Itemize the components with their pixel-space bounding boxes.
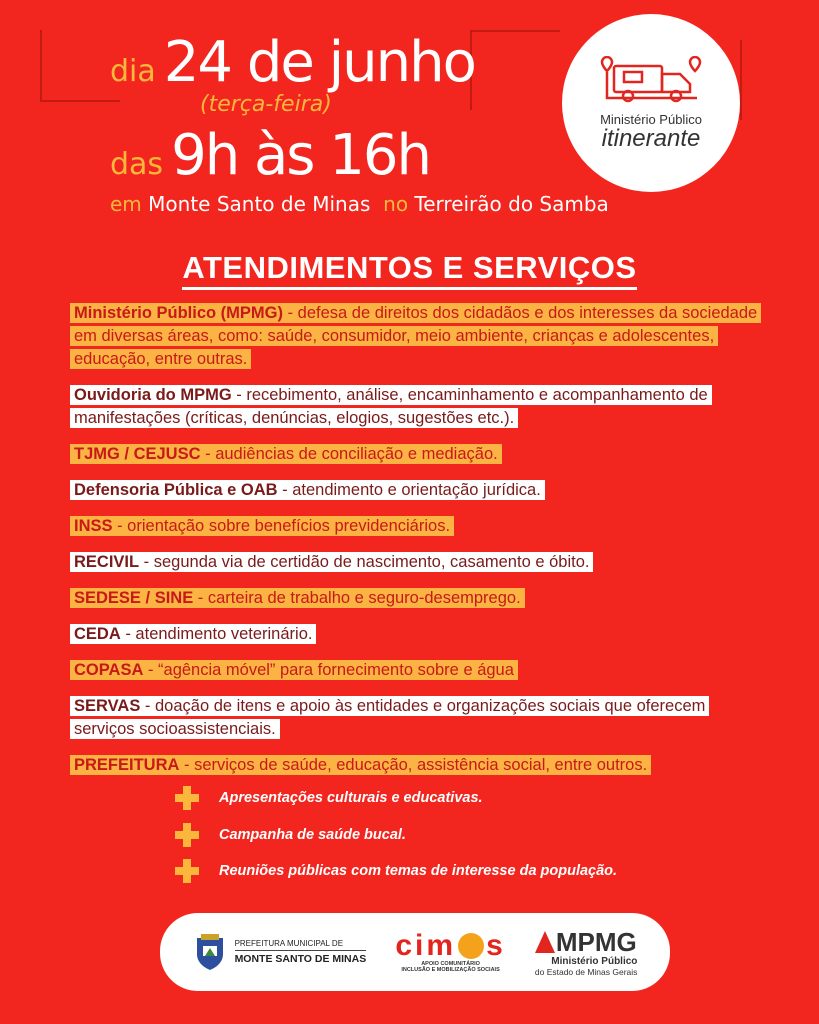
cimos-wordmark (395, 931, 505, 961)
mpmg-logo (535, 928, 638, 977)
service-item (70, 587, 760, 610)
plus-icon (175, 823, 199, 847)
extra-item (175, 780, 617, 816)
service-desc: - segunda via de certidão de nascimento, casamento e óbito. (139, 553, 590, 571)
services-list (70, 302, 760, 790)
mpmg-sub2: do Estado de Minas Gerais (534, 966, 638, 977)
service-desc: - defesa de direitos dos cidadãos e dos interesses da sociedade em diversas áreas, como: saúde, consumidor, meio ambiente, crianças e adolescentes, educação, entre outras. (74, 304, 758, 368)
frame-line (740, 40, 742, 120)
service-desc: - serviços de saúde, educação, assistência social, entre outros. (179, 756, 648, 774)
service-name: INSS (74, 517, 113, 535)
service-item (70, 623, 760, 646)
municipal-crest-icon (193, 932, 227, 972)
cimos-m: m (426, 929, 457, 962)
extra-text: Campanha de saúde bucal. (219, 826, 406, 843)
service-desc: - atendimento veterinário. (120, 625, 313, 643)
service-name: SEDESE / SINE (74, 589, 194, 607)
service-desc: - carteira de trabalho e seguro-desemprego. (193, 589, 521, 607)
event-date: 24 de junho (163, 30, 475, 95)
service-name: Ouvidoria do MPMG (74, 386, 232, 404)
badge-subtitle: itinerante (601, 124, 701, 152)
service-name: PREFEITURA (74, 756, 180, 774)
mpmg-triangle-icon (535, 931, 555, 953)
das-label: das (110, 147, 164, 182)
sponsor-logos-bar (160, 913, 670, 991)
section-title (0, 250, 819, 286)
prefeitura-top: PREFEITURA MUNICIPAL DE (235, 939, 367, 951)
mpmg-text: MPMG (555, 926, 637, 957)
frame-line (40, 100, 120, 102)
badge-title: Ministério Público (600, 111, 702, 127)
event-date-block (110, 30, 475, 188)
prefeitura-name: MONTE SANTO DE MINAS (234, 953, 367, 965)
section-title-text: ATENDIMENTOS E SERVIÇOS (182, 250, 636, 290)
service-item (70, 302, 760, 371)
service-item (70, 515, 760, 538)
event-city: Monte Santo de Minas (148, 192, 371, 216)
frame-line (40, 30, 42, 100)
mobile-office-truck-icon (596, 56, 706, 108)
em-label: em (110, 192, 142, 216)
extra-item (175, 817, 617, 853)
sun-icon (458, 933, 484, 959)
no-label: no (383, 192, 409, 216)
service-desc: - “agência móvel” para fornecimento sobre e água (143, 661, 514, 679)
extra-text: Apresentações culturais e educativas. (219, 790, 483, 806)
frame-line (470, 30, 560, 32)
dia-label: dia (110, 54, 156, 89)
cimos-s: s (486, 929, 506, 962)
event-weekday: (terça-feira) (200, 92, 332, 117)
service-name: Ministério Público (MPMG) (74, 304, 283, 322)
cimos-sub1: APOIO COMUNITÁRIO (421, 961, 480, 967)
service-item (70, 659, 760, 682)
mpmg-sub1: Ministério Público (551, 955, 638, 967)
cimos-sub2: INCLUSÃO E MOBILIZAÇÃO SOCIAIS (401, 967, 500, 973)
cimos-logo (395, 931, 505, 973)
service-item (70, 754, 760, 777)
service-desc: - atendimento e orientação jurídica. (277, 481, 541, 499)
plus-icon (175, 859, 199, 883)
extras-list (175, 780, 617, 890)
service-item (70, 695, 760, 741)
cimos-c: ci (395, 929, 427, 962)
service-desc: - recebimento, análise, encaminhamento e acompanhamento de manifestações (críticas, denúncias, elogios, sugestões etc.). (74, 386, 708, 427)
service-item (70, 479, 760, 502)
date-line (110, 30, 475, 95)
time-line (110, 123, 475, 188)
itinerante-badge (562, 14, 740, 192)
service-desc: - doação de itens e apoio às entidades e organizações sociais que oferecem serviços socioassistenciais. (74, 697, 706, 738)
service-name: TJMG / CEJUSC (74, 445, 201, 463)
mpmg-wordmark (535, 928, 638, 956)
event-time: 9h às 16h (171, 123, 431, 188)
service-item (70, 443, 760, 466)
prefeitura-logo (193, 932, 367, 972)
service-name: SERVAS (74, 697, 141, 715)
service-name: CEDA (74, 625, 121, 643)
extra-item (175, 853, 617, 889)
service-item (70, 551, 760, 574)
service-name: COPASA (74, 661, 144, 679)
event-venue: Terreirão do Samba (414, 192, 609, 216)
service-item (70, 384, 760, 430)
service-name: RECIVIL (74, 553, 140, 571)
plus-icon (175, 786, 199, 810)
service-desc: - orientação sobre benefícios previdenciários. (112, 517, 451, 535)
service-desc: - audiências de conciliação e mediação. (200, 445, 498, 463)
service-name: Defensoria Pública e OAB (74, 481, 278, 499)
event-location (110, 192, 609, 216)
extra-text: Reuniões públicas com temas de interesse da população. (219, 863, 618, 879)
